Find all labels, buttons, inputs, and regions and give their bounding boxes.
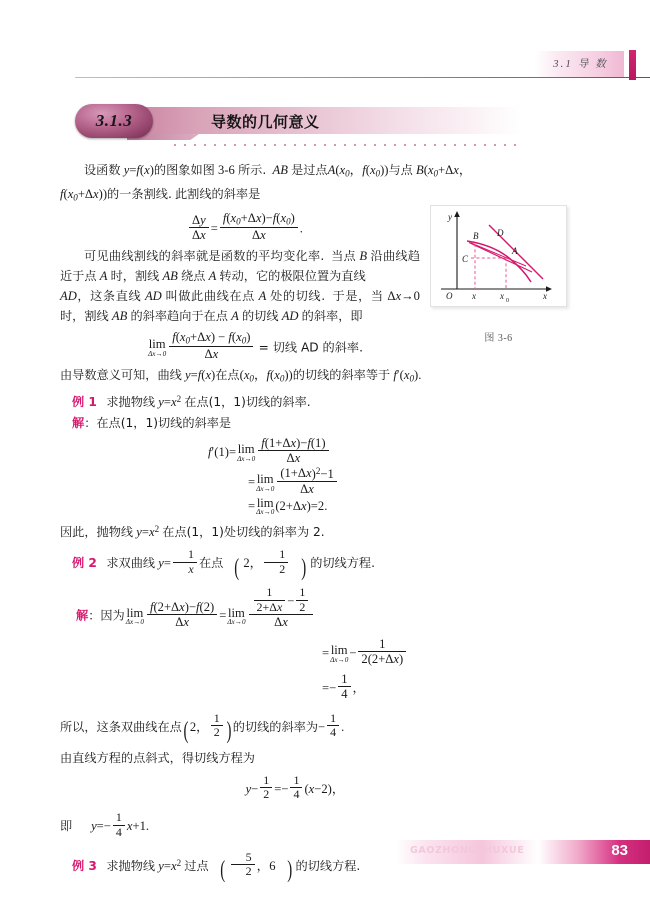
p1-mid: 的图象如图 — [153, 163, 215, 177]
example-2-pointslope — [60, 748, 590, 768]
figure-caption: 图 3-6 — [484, 333, 513, 344]
ex2-ji: 即 — [60, 819, 73, 834]
example-3-statement: 例 3 求抛物线 $y=x^2$ 过点 ( $\frac{5}{2}$ ，6 ) 的切线方程. — [72, 850, 361, 884]
ex2-text-1: 求双曲线 — [106, 556, 156, 571]
ex1-sol-intro: ：在点(1，1)切线的斜率是 — [84, 416, 232, 431]
figure-point-a: A — [512, 246, 518, 256]
p2-s14: 叫做此曲线在点 — [165, 288, 255, 303]
ex2-text-3: 的切线方程. — [310, 556, 375, 571]
figure-tick-x0: x — [500, 291, 504, 301]
page-footer — [396, 840, 650, 864]
paragraph-derivative-meaning: 由导数意义可知，曲线 y=f(x)在点($x_0$，$f(x_0)$)的切线的斜率等于 $f'(x_0)$. — [60, 367, 422, 384]
equation-secant-slope: $\frac{\Delta y}{\Delta x}$ = $\frac{f(x_0+\Delta x)-f(x_0)}{\Delta x}$ . — [60, 211, 590, 242]
ex1-text-1: 求抛物线 — [106, 395, 156, 410]
example-1-conclusion: 因此，抛物线 $y=x^2$ 在点(1，1)处切线的斜率为 2. — [60, 524, 325, 540]
p1-slope-is: 此割线的斜率是 — [174, 186, 261, 201]
example-2-derivation: 解：因为 lim Δx→0 $\frac{f(2+\Delta x)-f(2)}{\Delta x}$ = lim Δx→0 $\frac{1}{2+\Delta x}$ − $\frac{1}{2}$ Δx = lim Δx→0 − $\frac{1}{2(2+\Delta x)}$ =− $\frac{1}{4}$ ， — [60, 586, 590, 701]
p2-s8: 绕点 — [181, 268, 206, 283]
example-1-derivation: f′(1)= lim Δx→0 $\frac{f(1+\Delta x)-f(1)}{\Delta x}$ = lim Δx→0 $\frac{(1+\Delta x)^2-1}{\Delta x}$ = lim Δx→0 (2+Δx)=2. — [60, 436, 590, 516]
p1-and: 与点 — [388, 163, 413, 177]
p2-s12: ，这条直线 — [76, 288, 142, 303]
p2-s6: 时，割线 — [110, 268, 160, 283]
example-1-solution-intro — [60, 413, 590, 433]
ex2-text-2: 在点 — [198, 556, 224, 571]
paragraph-definition: 设函数 y=f(x)的图象如图 3-6 所示. AB 是过点$A(x_0$，$f(x_0)$)与点 $B(x_0+\Delta x$， $f(x_0+\Delta x)$)的一条割线. 此割线的斜率是 — [60, 163, 472, 203]
body-text — [60, 160, 590, 884]
p2-s17: 于是，当 — [332, 288, 384, 303]
p1-figref: 3-6 — [218, 163, 235, 177]
p1-shown: 所示. — [237, 163, 267, 177]
ex2-pointslope-text: 由直线方程的点斜式，得切线方程为 — [60, 750, 255, 765]
example-2-slope-conclusion: 所以，这条双曲线在点( 2， $\frac{1}{2}$ ) 的切线的斜率为− $\frac{1}{4}$ . — [60, 710, 345, 744]
p2-s10: 转动，它的极限位置为直线 — [219, 268, 366, 283]
p2-s16: 处的切线. — [270, 288, 326, 303]
p3-s3: 的切线的斜率等于 — [292, 367, 391, 382]
p2-s1: 可见曲线割线的斜率就是函数的平均变化率. — [84, 248, 325, 263]
section-number-badge — [75, 104, 153, 138]
section-number-text: 3.1.3 — [95, 111, 133, 130]
ex2-concl-3: . — [341, 719, 345, 734]
ex1-concl-1: 因此，抛物线 — [60, 525, 134, 540]
figure-tick-x0-sub: 0 — [506, 298, 509, 304]
ex2-concl-1: 所以，这条双曲线在点 — [60, 719, 182, 734]
figure-axis-y-label: y — [448, 212, 452, 222]
ex1-concl-2: 在点(1，1)处切线的斜率为 2. — [162, 525, 325, 540]
p1-through: 是过点 — [291, 163, 328, 177]
section-title: 导数的几何意义 — [211, 113, 320, 131]
example-1-statement: 例 1 求抛物线 $y=x^2$ 在点(1，1)切线的斜率. — [72, 394, 311, 410]
solution-label-2: 解 — [76, 609, 89, 624]
section-dotted-rule — [170, 143, 519, 147]
p3-s4: . — [418, 367, 422, 382]
ex1-text-2: 在点(1，1)切线的斜率. — [184, 395, 311, 410]
section-banner — [127, 107, 521, 134]
example-3-label: 例 3 — [72, 859, 97, 874]
figure-point-b: B — [473, 231, 479, 241]
example-2-label: 例 2 — [72, 556, 97, 571]
p3-s1: 由导数意义可知，曲线 — [60, 367, 182, 382]
footer-brand-text: GAOZHONGSHUXUE — [410, 845, 525, 856]
header-end-bar — [629, 50, 636, 80]
p2-s20: 的斜率趋向于在点 — [130, 308, 228, 323]
p2-s18: 时，割线 — [60, 308, 109, 323]
example-2-final: 即 y=− $\frac{1}{4}$ x+1. — [60, 810, 150, 839]
eq-tangent-rhs: = 切线 AD 的斜率. — [258, 340, 363, 355]
equation-tangent-limit: lim Δx→0 $\frac{f(x_0+\Delta x) - f(x_0)}{\Delta x}$ = 切线 AD 的斜率. — [148, 329, 363, 361]
page-header — [75, 48, 650, 78]
p1-secant: 的一条割线. — [107, 186, 172, 201]
running-head-tab — [535, 51, 624, 77]
p2-s4: 沿曲线趋近于点 — [60, 248, 421, 283]
p2-s24: 的斜率，即 — [301, 308, 363, 323]
footer-page-number: 83 — [611, 842, 628, 859]
example-1-label: 例 1 — [72, 395, 97, 410]
ex3-text-2: 过点 — [184, 859, 209, 874]
header-rule — [75, 77, 650, 79]
p3-s2: 在点 — [215, 367, 240, 382]
example-2-statement: 例 2 求双曲线 y= $\frac{1}{x}$ 在点 ( 2， $\frac{1}{2}$ ) 的切线方程. — [72, 547, 375, 581]
p2-s22: 的切线 — [241, 308, 279, 323]
solution-label-1: 解 — [72, 416, 85, 431]
p2-s2: 当点 — [331, 248, 356, 263]
paragraph-tangent-limit: 可见曲线割线的斜率就是函数的平均变化率. 当点 B 沿曲线趋近于点 A 时，割线 AB 绕点 A 转动，它的极限位置为直线 AD，这条直线 AD 叫做此曲线在点 A 处的切线. 于是，当 Δx→0时，割线 AB 的斜率趋向于在点 A 的切线 AD 的斜率，即 — [60, 248, 421, 323]
ex3-text-3: 的切线方程. — [295, 859, 361, 874]
figure-axis-x-label: x — [543, 291, 547, 301]
p1-lead: 设函数 — [84, 163, 121, 177]
figure-point-d: D — [497, 228, 504, 238]
figure-tick-x: x — [472, 291, 476, 301]
ex3-text-1: 求抛物线 — [106, 859, 156, 874]
figure-point-c: C — [462, 254, 469, 264]
section-heading — [75, 104, 521, 146]
ex2-sol-intro: ：因为 — [88, 609, 125, 624]
running-head-text: 3.1 导 数 — [553, 59, 608, 70]
equation-tangent-line: y− $\frac{1}{2}$ =− $\frac{1}{4}$ (x−2)， — [245, 772, 345, 801]
figure-origin-label: O — [446, 291, 453, 301]
ex2-concl-2: 的切线的斜率为 — [232, 719, 319, 734]
